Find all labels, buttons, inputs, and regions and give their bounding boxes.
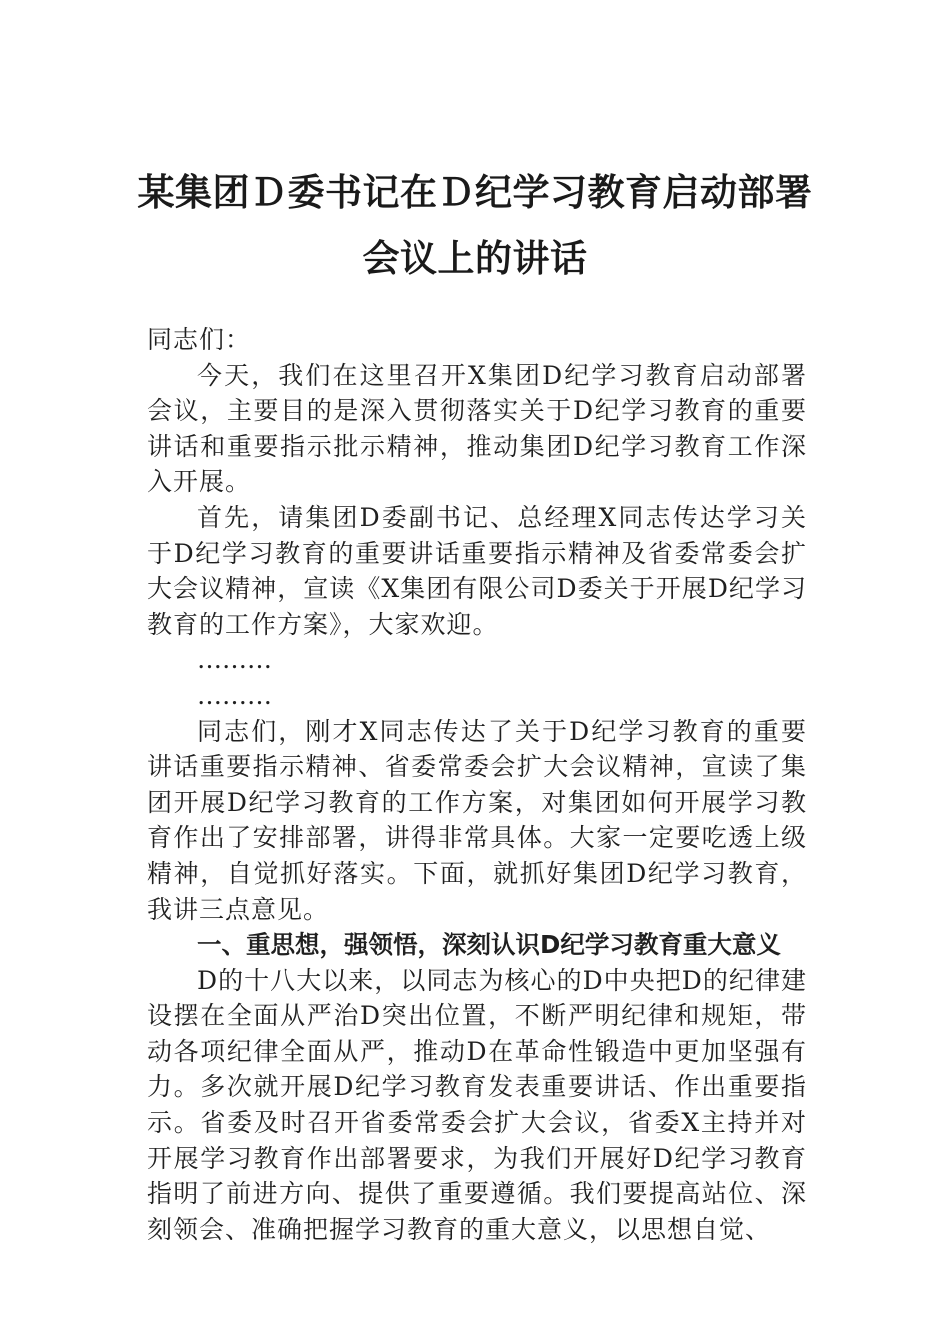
paragraph-section-body: D的十八大以来，以同志为核心的D中央把D的纪律建设摆在全面从严治D突出位置，不断严明纪律和规矩，带动各项纪律全面从严，推动D在革命性锻造中更加坚强有力。多次就开展D纪学习教育发表重要讲话、作出重要指示。省委及时召开省委常委会扩大会议，省委X主持并对开展学习教育作出部署要求，为我们开展好D纪学习教育指明了前进方向、提供了重要遵循。我们要提高站位、深刻领会、准确把握学习教育的重大意义，以思想自觉、 [147, 965, 807, 1244]
document-title-line-1: 某集团Ｄ委书记在Ｄ纪学习教育启动部署 [137, 170, 813, 214]
document-body [147, 322, 807, 1247]
paragraph-introduction: 首先，请集团D委副书记、总经理X同志传达学习关于D纪学习教育的重要讲话重要指示精神及省委常委会扩大会议精神，宣读《X集团有限公司D委关于开展D纪学习教育的工作方案》，大家欢迎。 [147, 502, 807, 639]
paragraph-transition: 同志们，刚才X同志传达了关于D纪学习教育的重要讲话重要指示精神、省委常委会扩大会议精神，宣读了集团开展D纪学习教育的工作方案，对集团如何开展学习教育作出了安排部署，讲得非常具体。大家一定要吃透上级精神，自觉抓好落实。下面，就抓好集团D纪学习教育，我讲三点意见。 [147, 716, 807, 924]
paragraph-opening: 今天，我们在这里召开X集团D纪学习教育启动部署会议，主要目的是深入贯彻落实关于D纪学习教育的重要讲话和重要指示批示精神，推动集团D纪学习教育工作深入开展。 [147, 360, 807, 497]
ellipsis-line: ……… [197, 645, 272, 675]
greeting: 同志们： [147, 325, 252, 354]
ellipsis-line: ……… [197, 680, 272, 710]
document-title-line-2: 会议上的讲话 [362, 236, 588, 280]
section-heading: 一、重思想，强领悟，深刻认识D纪学习教育重大意义 [197, 930, 781, 960]
